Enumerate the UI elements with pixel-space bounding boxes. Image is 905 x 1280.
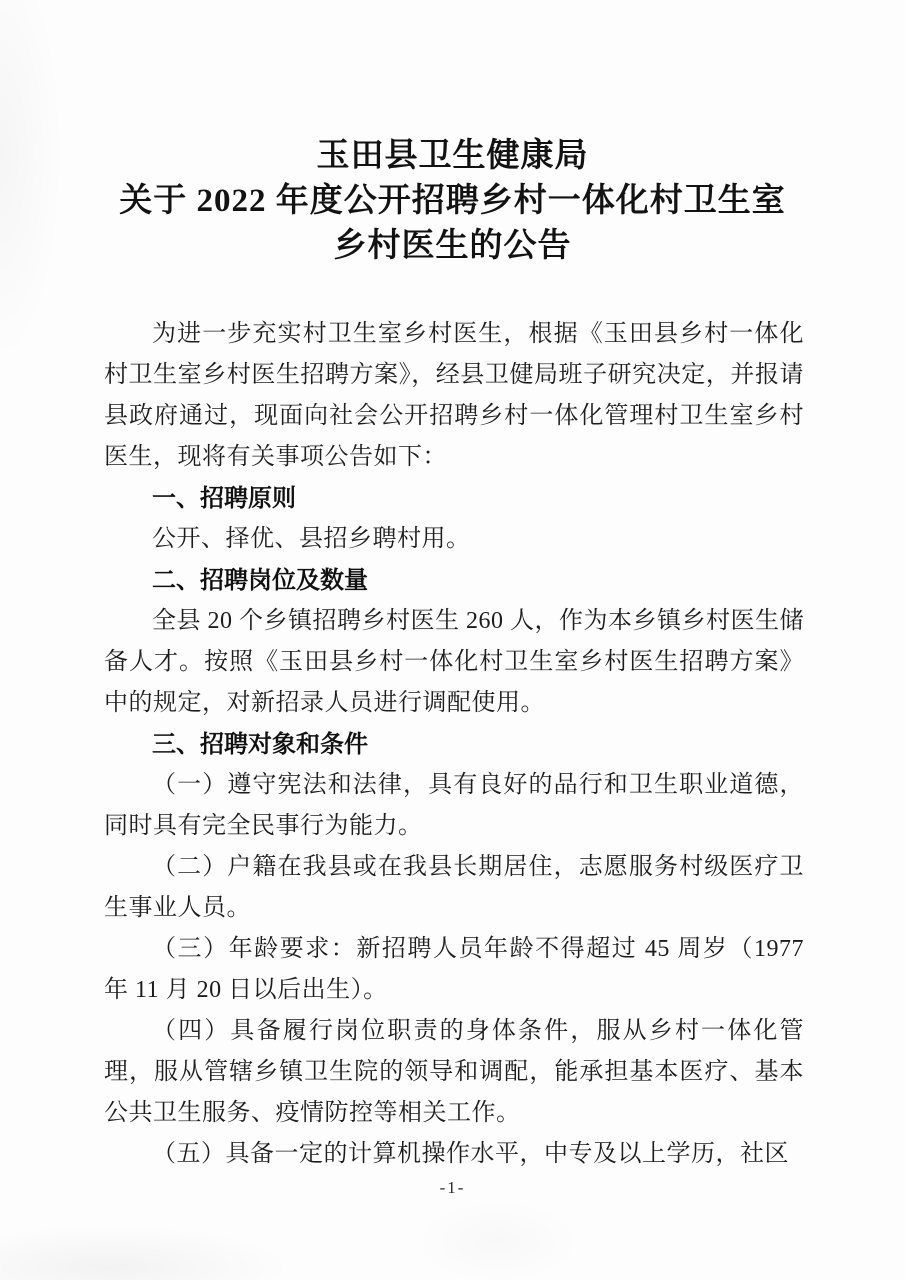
paragraph-condition-5: （五）具备一定的计算机操作水平，中专及以上学历，社区 (152, 1141, 789, 1167)
paragraph-intro: 为进一步充实村卫生室乡村医生，根据《玉田县乡村一体化村卫生室乡村医生招聘方案》，经县卫健局班子研究决定，并报请县政府通过，现面向社会公开招聘乡村一体化管理村卫生室乡村医生，现将有关事项公告如下： (104, 321, 804, 470)
document-body (104, 314, 804, 1175)
title-line-2: 关于 2022 年度公开招聘乡村一体化村卫生室 (119, 183, 786, 219)
section-heading-3: 三、招聘对象和条件 (152, 731, 368, 758)
document-title (0, 134, 905, 269)
title-line-1: 玉田县卫生健康局 (316, 138, 589, 174)
page-number: -1- (439, 1178, 466, 1197)
section-heading-1: 一、招聘原则 (152, 485, 296, 512)
paragraph-positions: 全县 20 个乡镇招聘乡村医生 260 人，作为本乡镇乡村医生储备人才。按照《玉田县乡村一体化村卫生室乡村医生招聘方案》中的规定，对新招录人员进行调配使用。 (104, 608, 804, 716)
section-heading-2: 二、招聘岗位及数量 (152, 567, 368, 594)
paragraph-condition-3: （三）年龄要求：新招聘人员年龄不得超过 45 周岁（1977 年 11 月 20 日以后出生）。 (104, 936, 804, 1003)
title-line-3: 乡村医生的公告 (333, 228, 572, 264)
paragraph-condition-1: （一）遵守宪法和法律，具有良好的品行和卫生职业道德，同时具有完全民事行为能力。 (104, 772, 804, 839)
paragraph-principles: 公开、择优、县招乡聘村用。 (152, 526, 471, 552)
paragraph-condition-4: （四）具备履行岗位职责的身体条件，服从乡村一体化管理，服从管辖乡镇卫生院的领导和调配，能承担基本医疗、基本公共卫生服务、疫情防控等相关工作。 (104, 1018, 804, 1126)
paragraph-condition-2: （二）户籍在我县或在我县长期居住，志愿服务村级医疗卫生事业人员。 (104, 854, 804, 921)
